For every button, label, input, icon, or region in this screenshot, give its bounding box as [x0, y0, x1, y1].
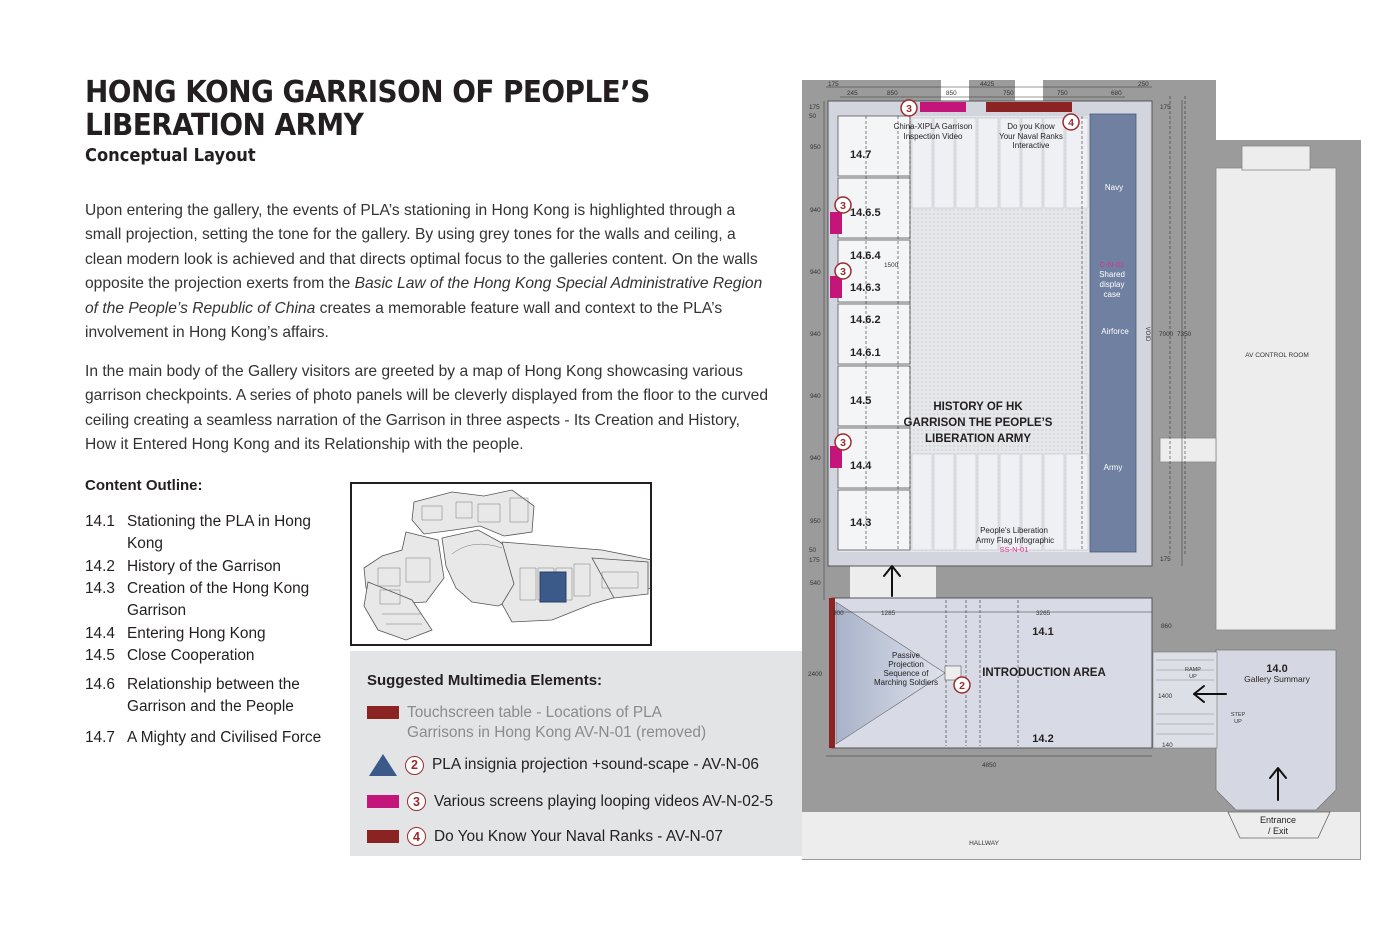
dim-label: 175: [828, 81, 839, 88]
flag-label: People's Liberation: [980, 526, 1048, 535]
site-key-plan: [350, 482, 652, 646]
outline-item: 14.1 Stationing the PLA in Hong Kong: [85, 513, 311, 553]
section-label: 14.2: [1032, 733, 1054, 745]
dim-label: 3265: [1036, 610, 1051, 617]
av-control-label: AV CONTROL ROOM: [1245, 352, 1309, 359]
outline-item: 14.6 Relationship between the Garrison and the People: [85, 676, 300, 716]
section-label: 14.6.5: [850, 207, 881, 219]
step-label: STEP: [1230, 712, 1246, 718]
badge-number: 2: [959, 680, 965, 692]
video-label: China-XIPLA Garrison: [893, 122, 973, 131]
svg-text:Sequence of: Sequence of: [883, 669, 929, 678]
svg-text:GARRISON THE PEOPLE’S: GARRISON THE PEOPLE’S: [903, 417, 1053, 429]
svg-text:LIBERATION ARMY: LIBERATION ARMY: [924, 433, 1032, 445]
dim-label: 750: [1057, 90, 1068, 97]
multimedia-item-naval-ranks: 4 Do You Know Your Naval Ranks - AV-N-07: [367, 827, 723, 846]
intro-paragraph-2: In the main body of the Gallery visitors are greeted by a map of Hong Kong showcasing various garrison checkpoints. A series of photo panels will be cleverly displayed from the floor to the curved ceiling creating a seamless narration of the Garrison in three aspects - Its Creation and History, How it Entered Hong Kong and its Relationship with the people.: [85, 363, 769, 454]
dim-label: 300: [833, 610, 844, 617]
naval-label: Your Naval Ranks: [999, 132, 1063, 141]
video-screen: [830, 212, 842, 234]
floor-plan: [800, 78, 1365, 863]
shared-case-label: case: [1103, 290, 1121, 299]
outline-item: 14.3 Creation of the Hong Kong Garrison: [85, 580, 310, 620]
page-title: HONG KONG GARRISON OF PEOPLE’S LIBERATION ARMY: [85, 75, 650, 143]
naval-ranks-interactive: [986, 102, 1072, 112]
flag-code: SS-N-01: [999, 545, 1029, 554]
rect-swatch-icon: [367, 706, 399, 719]
badge-number: 3: [840, 200, 846, 212]
triangle-icon: [369, 754, 397, 776]
intro-paragraph-1: Upon entering the gallery, the events of PLA’s stationing in Hong Kong is highlighted through a small projection, setting the tone for the gallery. By using grey tones for the walls and ceiling, a clean modern look is achieved and that directs optimal focus to the galleries content. On the walls opposite the projection exerts from the Basic Law of the Hong Kong Special Administrative Region of the People’s Republic of China creates a memorable feature wall and context to the PLA’s involvement in Hong Kong’s affairs.: [85, 202, 763, 342]
multimedia-heading: Suggested Multimedia Elements:: [367, 672, 603, 689]
outline-item: 14.5 Close Cooperation: [85, 647, 255, 664]
dim-label: 680: [1111, 90, 1122, 97]
dim-label: 950: [810, 144, 821, 151]
ramp-label: UP: [1189, 674, 1197, 680]
shared-case-code: C-N-01: [1099, 260, 1125, 269]
badge-number: 3: [840, 266, 846, 278]
dim-label: 175: [809, 104, 820, 111]
dim-label: 4850: [982, 762, 997, 769]
wall-label-army: Army: [1103, 463, 1123, 472]
dim-label: 50: [809, 113, 817, 120]
av-control-room: [1216, 168, 1336, 630]
floor-plan-drawing: [800, 78, 1365, 863]
dim-label: 175: [809, 557, 820, 564]
badge-2-icon: 2: [405, 756, 424, 775]
dim-label: 4425: [980, 81, 995, 88]
dim-label: 1400: [1158, 693, 1173, 700]
section-label: 14.6.1: [850, 347, 881, 359]
content-outline-heading: Content Outline:: [85, 477, 203, 494]
wall-label-airforce: Airforce: [1101, 327, 1129, 336]
dim-label: 1285: [881, 610, 896, 617]
wall-label-navy: Navy: [1104, 183, 1124, 192]
shared-case-label: display: [1099, 280, 1125, 289]
void-label: VOID: [1144, 326, 1150, 342]
video-screen: [830, 276, 842, 298]
badge-number: 3: [906, 103, 912, 115]
naval-label: Do you Know: [1007, 122, 1055, 131]
dim-label: 940: [810, 207, 821, 214]
rect-swatch-icon: [367, 795, 399, 808]
badge-number: 3: [840, 437, 846, 449]
touchscreen-wall: [829, 598, 835, 748]
badge-number: 4: [1068, 117, 1074, 129]
step-label: UP: [1234, 719, 1242, 725]
section-label: 14.1: [1032, 626, 1054, 638]
badge-4-icon: 4: [407, 827, 426, 846]
multimedia-panel: [350, 651, 802, 856]
hallway-label: HALLWAY: [969, 840, 999, 847]
dim-label: 860: [1161, 623, 1172, 630]
shared-case-label: Shared: [1099, 270, 1125, 279]
dim-label: 245: [847, 90, 858, 97]
outline-item: 14.7 A Mighty and Civilised Force: [85, 729, 322, 746]
dim-label: 950: [810, 518, 821, 525]
dim-label: 750: [1003, 90, 1014, 97]
intro-area-label: INTRODUCTION AREA: [982, 667, 1106, 679]
dim-label: 540: [810, 580, 821, 587]
section-label: 14.5: [850, 395, 872, 407]
outline-item: 14.4 Entering Hong Kong: [85, 625, 266, 642]
section-label: 14.0: [1266, 663, 1288, 675]
section-label: 14.6.4: [850, 250, 881, 262]
dim-label: 940: [810, 455, 821, 462]
section-label: 14.7: [850, 149, 872, 161]
rect-swatch-icon: [367, 830, 399, 843]
multimedia-item-screens: 3 Various screens playing looping videos AV-N-02-5: [367, 792, 773, 811]
video-screen: [920, 102, 966, 112]
dim-label: 850: [946, 90, 957, 97]
entrance-label: Entrance: [1259, 815, 1297, 825]
dim-label: 250: [1138, 81, 1149, 88]
multimedia-item-projection: 2 PLA insignia projection +sound-scape - AV-N-06: [367, 754, 759, 776]
ramp-label: RAMP: [1185, 667, 1201, 673]
dim-label: 7350: [1177, 331, 1192, 338]
highlighted-gallery: [540, 572, 566, 602]
section-label: 14.6.2: [850, 314, 881, 326]
dim-label: 850: [887, 90, 898, 97]
dim-label: 140: [1162, 742, 1173, 749]
site-key-plan-drawing: [352, 484, 650, 644]
dim-label: 940: [810, 331, 821, 338]
outline-item: 14.2 History of the Garrison: [85, 558, 281, 575]
multimedia-item-touchscreen: Touchscreen table - Locations of PLA Garrisons in Hong Kong AV-N-01 (removed): [367, 703, 777, 743]
section-label: 14.3: [850, 517, 872, 529]
dim-label: 175: [1160, 104, 1171, 111]
dim-label: 2400: [808, 671, 823, 678]
dim-label: 50: [809, 547, 817, 554]
naval-label: Interactive: [1012, 141, 1050, 150]
section-label: 14.6.3: [850, 282, 881, 294]
section-label: 14.4: [850, 460, 872, 472]
svg-text:Projection: Projection: [888, 660, 924, 669]
badge-3-icon: 3: [407, 792, 426, 811]
dim-label: 940: [810, 393, 821, 400]
svg-text:Passive: Passive: [891, 651, 921, 660]
svg-text:HISTORY OF HK: HISTORY OF HK: [933, 401, 1023, 413]
page-subtitle: Conceptual Layout: [85, 146, 256, 166]
dim-label: 1500: [884, 262, 899, 269]
entrance-label: / Exit: [1267, 826, 1289, 836]
flag-label: Army Flag Infographic: [975, 536, 1055, 545]
dim-label: 7000: [1159, 331, 1174, 338]
gallery-summary-label: Gallery Summary: [1244, 674, 1310, 684]
dim-label: 940: [810, 269, 821, 276]
dim-label: 175: [1160, 556, 1171, 563]
svg-text:Marching Soldiers: Marching Soldiers: [873, 678, 939, 687]
video-label: Inspection Video: [903, 132, 963, 141]
